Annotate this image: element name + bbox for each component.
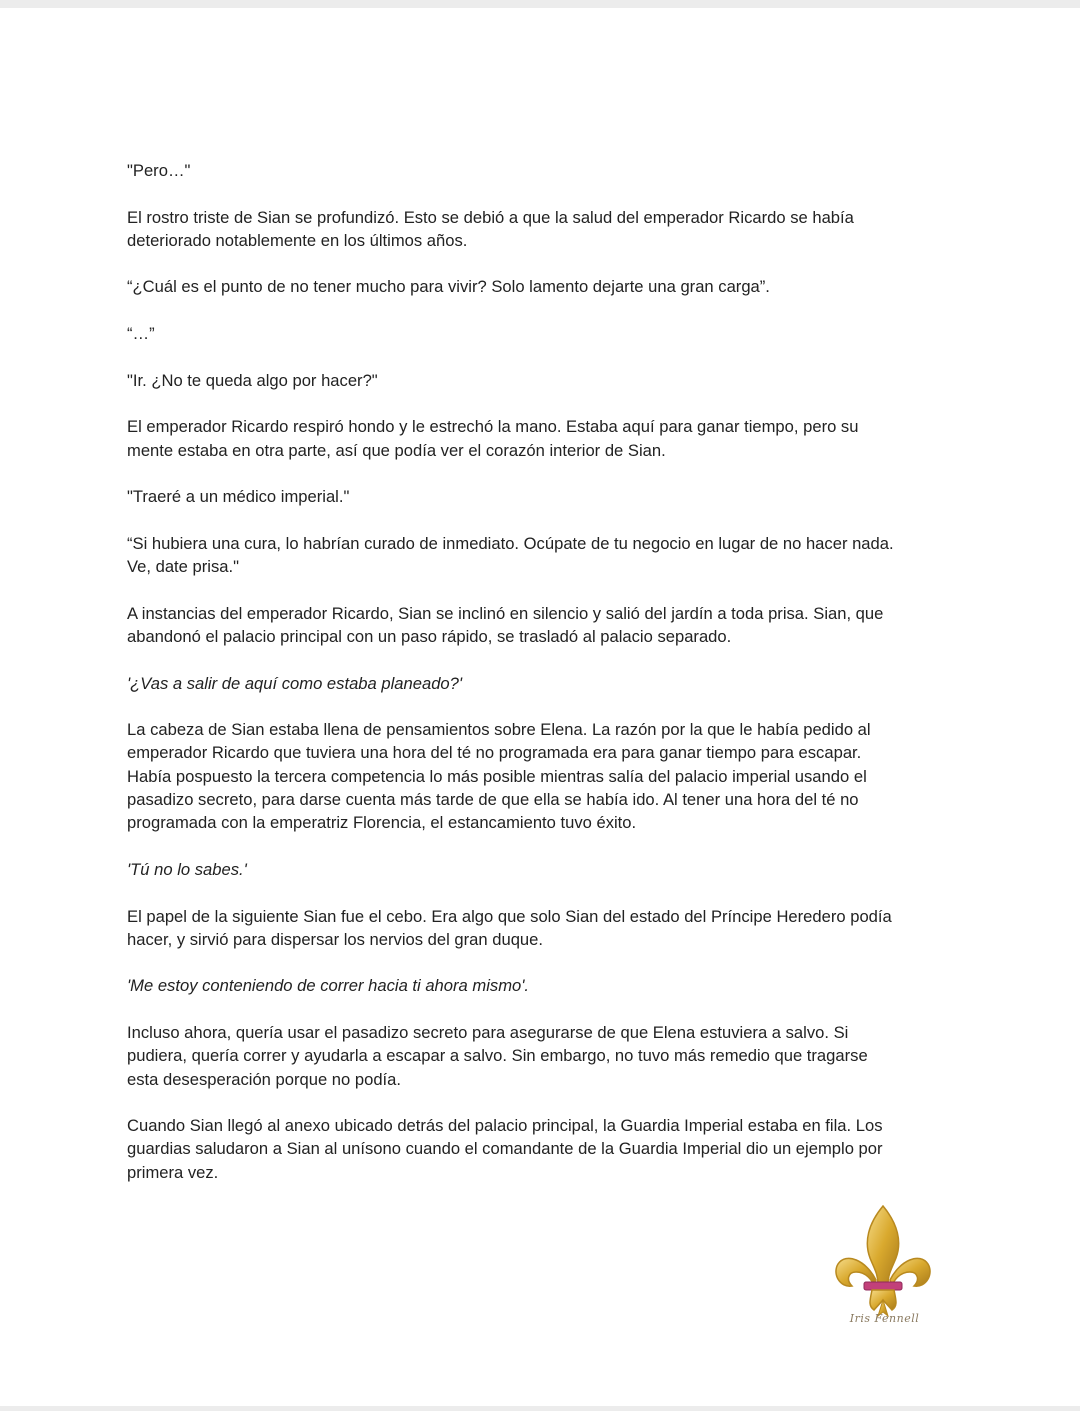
paragraph: El rostro triste de Sian se profundizó. Esto se debió a que la salud del emperador Ricardo se había deteriorado notablemente en los últimos años.	[127, 207, 854, 250]
paragraph: El papel de la siguiente Sian fue el cebo. Era algo que solo Sian del estado del Príncipe Heredero podía hacer, y sirvió para dispersar los nervios del gran duque.	[127, 906, 892, 949]
paragraph: Cuando Sian llegó al anexo ubicado detrás del palacio principal, la Guardia Imperial estaba en fila. Los guardias saludaron a Sian al unísono cuando el comandante de la Guardia Imperial dio un ejemplo por primera vez.	[127, 1116, 883, 1182]
paragraph: "Pero…"	[127, 161, 191, 180]
bottom-border	[0, 1406, 1080, 1411]
paragraph: “¿Cuál es el punto de no tener mucho para vivir? Solo lamento dejarte una gran carga”.	[127, 277, 770, 297]
paragraph: "Traeré a un médico imperial."	[127, 487, 350, 507]
top-border	[0, 0, 1080, 8]
paragraph: “Si hubiera una cura, lo habrían curado de inmediato. Ocúpate de tu negocio en lugar de no hacer nada. Ve, date prisa."	[127, 533, 894, 577]
paragraph: A instancias del emperador Ricardo, Sian se inclinó en silencio y salió del jardín a toda prisa. Sian, que abandonó el palacio principal con un paso rápido, se trasladó al palacio separado.	[127, 603, 884, 646]
paragraph: 'Tú no lo sabes.'	[127, 859, 247, 879]
paragraph: El emperador Ricardo respiró hondo y le estrechó la mano. Estaba aquí para ganar tiempo, pero su mente estaba en otra parte, así que podía ver el corazón interior de Sian.	[127, 417, 859, 460]
paragraph: Incluso ahora, quería usar el pasadizo secreto para asegurarse de que Elena estuviera a salvo. Si pudiera, quería correr y ayudarla a escapar a salvo. Sin embargo, no tuvo más remedio que tragarse esta desesperación porque no podía.	[127, 1022, 868, 1089]
paragraph: "Ir. ¿No te queda algo por hacer?"	[127, 370, 378, 390]
paragraph: '¿Vas a salir de aquí como estaba planeado?'	[127, 673, 463, 693]
paragraph: La cabeza de Sian estaba llena de pensamientos sobre Elena. La razón por la que le había pedido al emperador Ricardo que tuviera una hora del té no programada era para ganar tiempo para escapar. Había pospuesto la tercera competencia lo más posible mientras salía del palacio imperial usando el pasadizo secreto, para darse cuenta más tarde de que ella se había ido. Al tener una hora del té no programada con la emperatriz Florencia, el estancamiento tuvo éxito.	[127, 720, 871, 833]
signature: Iris Fennell	[849, 1312, 920, 1325]
paragraph: 'Me estoy conteniendo de correr hacia ti ahora mismo'.	[127, 976, 530, 996]
document-body	[127, 159, 953, 1207]
paragraph: “…”	[127, 324, 155, 344]
